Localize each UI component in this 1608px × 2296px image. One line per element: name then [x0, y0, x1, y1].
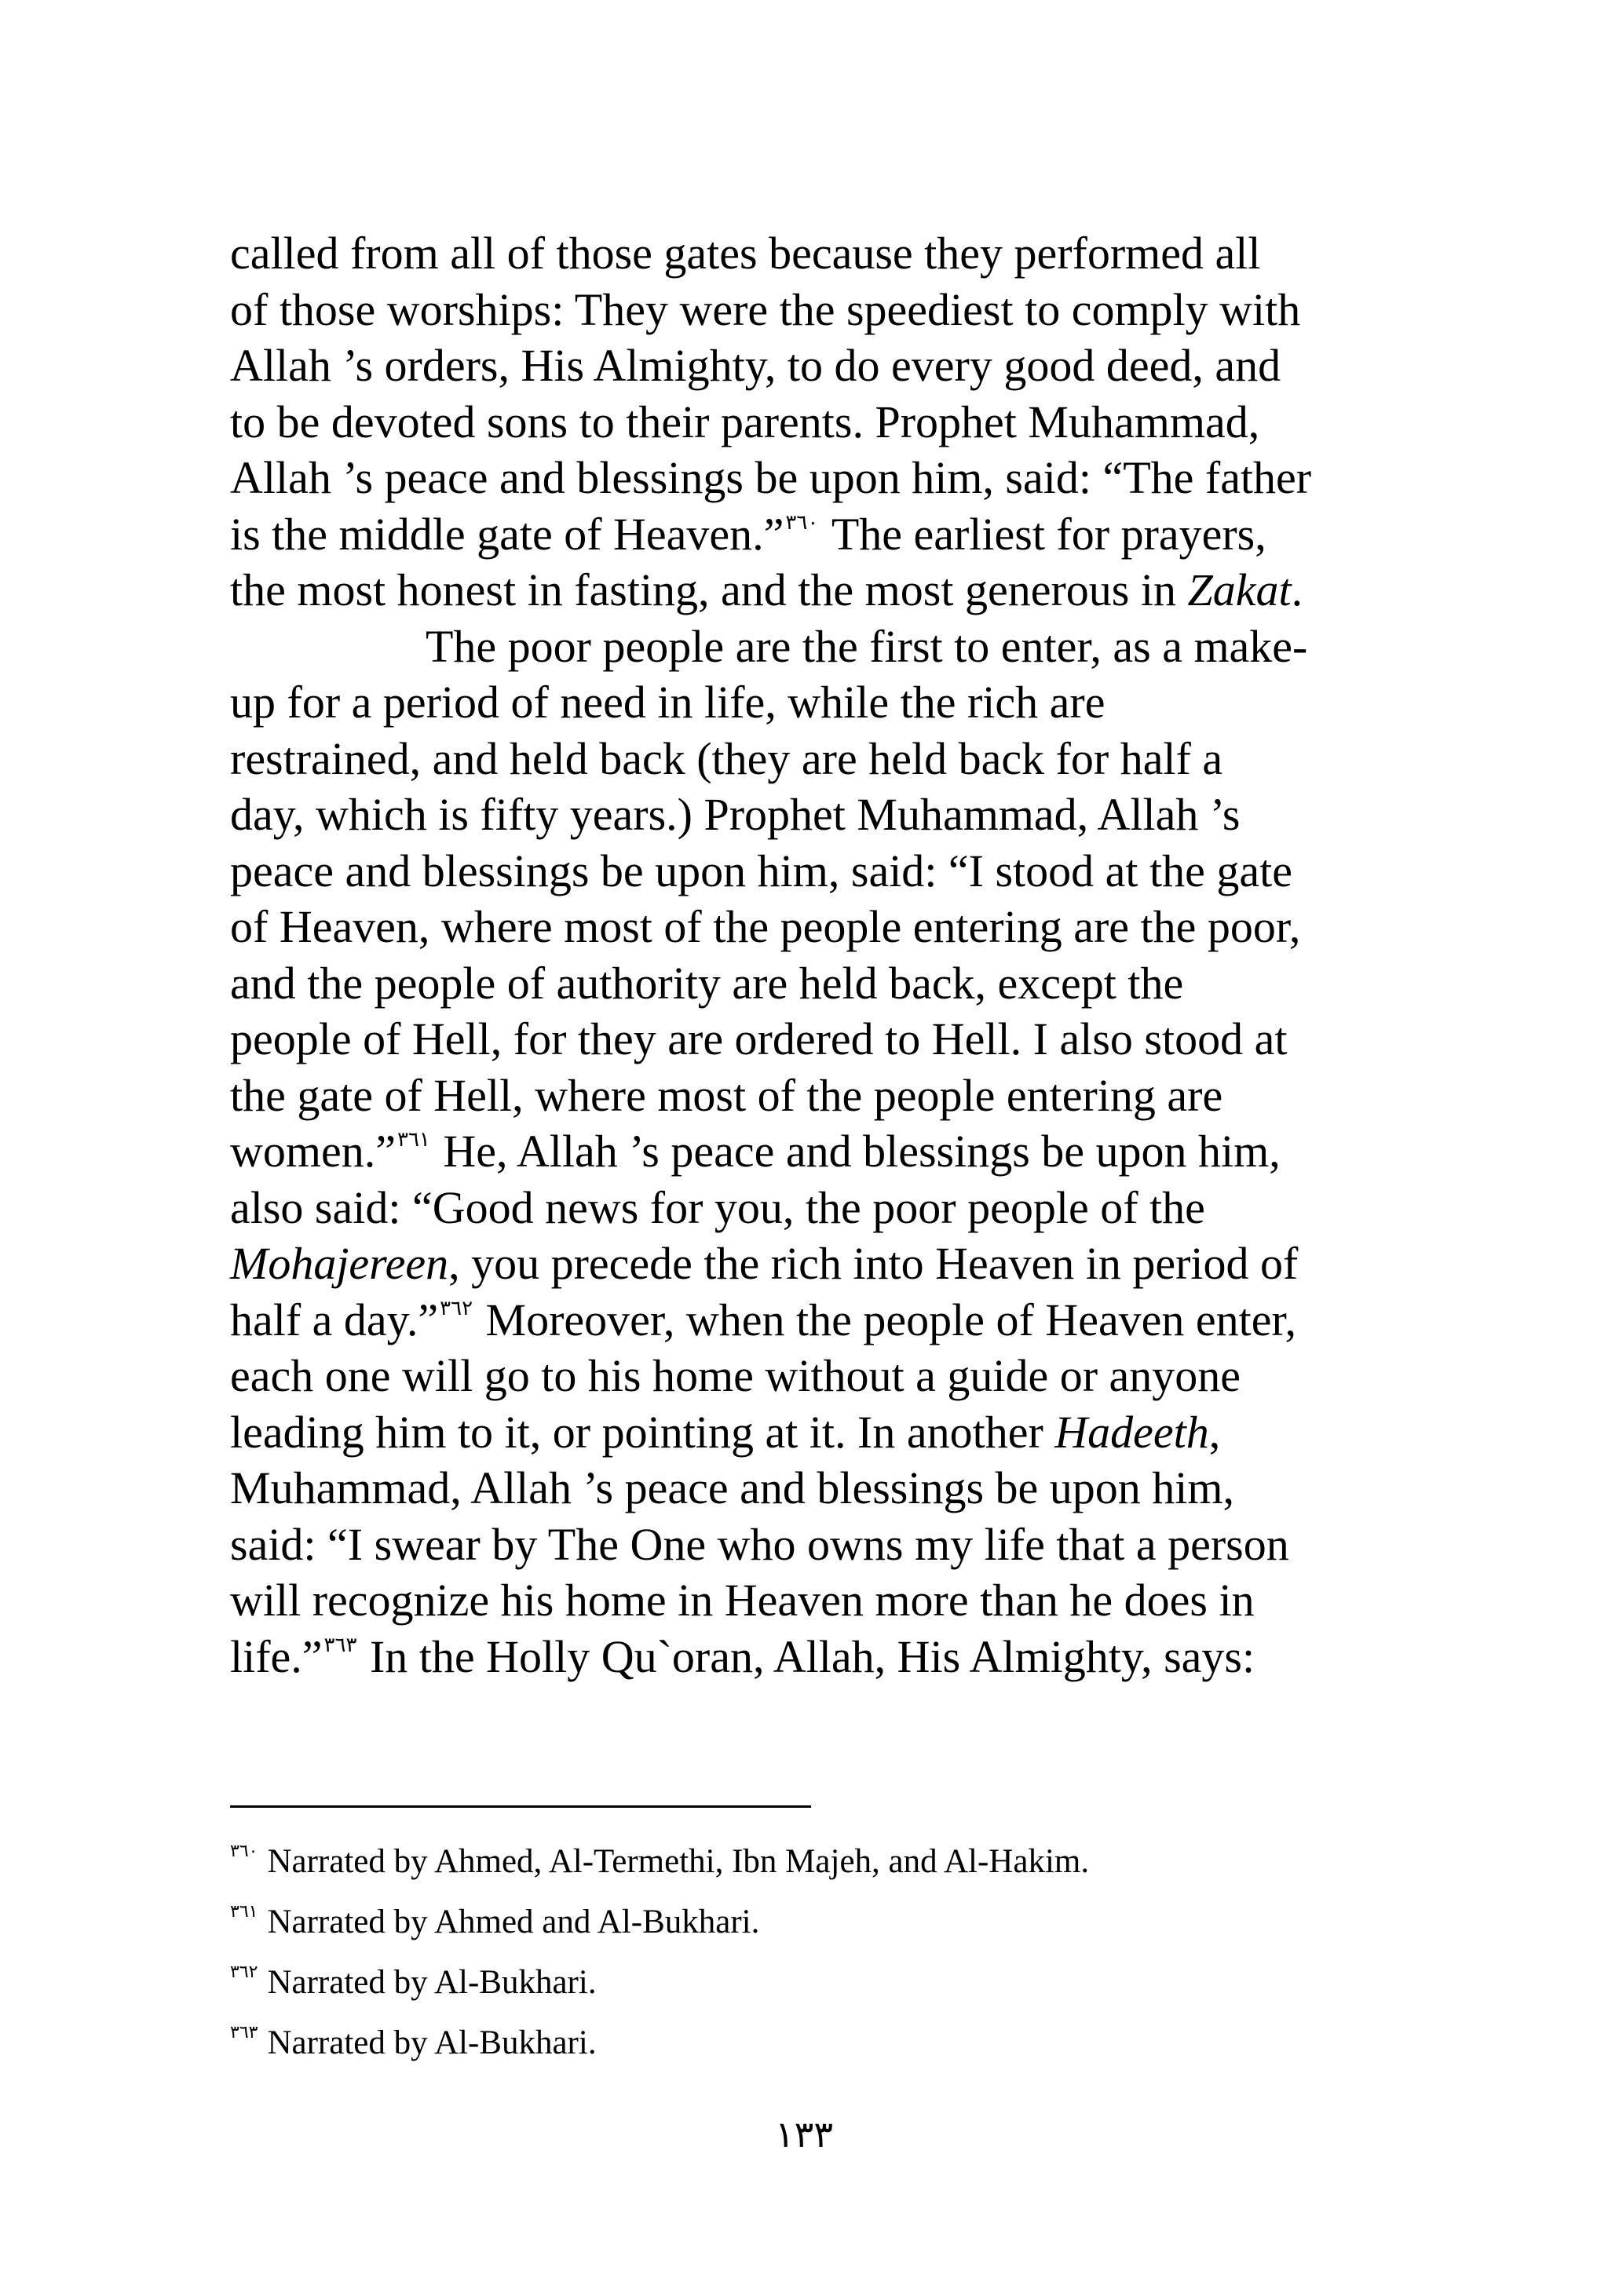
- text-line: the most honest in fasting, and the most generous in Zakat.: [230, 564, 1303, 615]
- text-line: to be devoted sons to their parents. Prophet Muhammad,: [230, 396, 1260, 447]
- text-line: half a day.”$^{٣٦٢}$ Moreover, when the people of Heaven enter,: [230, 1294, 1297, 1345]
- text-line: of Heaven, where most of the people entering are the poor,: [230, 901, 1301, 952]
- text-line: said: “I swear by The One who owns my life that a person: [230, 1518, 1289, 1570]
- text-line: life.”$^{٣٦٣}$ In the Holly Qu`oran, Allah, His Almighty, says:: [230, 1630, 1255, 1682]
- text-line: day, which is fifty years.) Prophet Muhammad, Allah ’s: [230, 789, 1241, 840]
- text-line: of those worships: They were the speediest to comply with: [230, 283, 1301, 335]
- text-line: Muhammad, Allah ’s peace and blessings be upon him,: [230, 1462, 1235, 1513]
- footnote-text: Narrated by Al-Bukhari.: [267, 1964, 597, 2001]
- text-line: people of Hell, for they are ordered to Hell. I also stood at: [230, 1013, 1288, 1064]
- body-text: [230, 225, 1384, 1685]
- footnote: [230, 1892, 1384, 1952]
- text-line: called from all of those gates because they performed all: [230, 228, 1261, 279]
- paragraph-first-line: The poor people are the first to enter, as a make-: [426, 620, 1308, 672]
- text-line: each one will go to his home without a guide or anyone: [230, 1350, 1241, 1401]
- text-line: restrained, and held back (they are held back for half a: [230, 732, 1223, 784]
- footnote-number: ٣٦١: [230, 1901, 258, 1921]
- footnote: [230, 1831, 1384, 1892]
- footnote-separator: [230, 1805, 811, 1808]
- footnote-number: ٣٦٠: [230, 1841, 258, 1860]
- footnote: [230, 1952, 1384, 2013]
- text-line: will recognize his home in Heaven more than he does in: [230, 1575, 1255, 1626]
- text-line: and the people of authority are held back, except the: [230, 957, 1184, 1009]
- text-line: women.”$^{٣٦١}$ He, Allah ’s peace and blessings be upon him,: [230, 1126, 1281, 1177]
- text-line: also said: “Good news for you, the poor people of the: [230, 1181, 1205, 1233]
- footnote-text: Narrated by Ahmed, Al-Termethi, Ibn Majeh, and Al-Hakim.: [267, 1843, 1090, 1880]
- page-number: ١٣٣: [774, 2115, 834, 2155]
- text-line: peace and blessings be upon him, said: “I stood at the gate: [230, 845, 1292, 896]
- italic-term: Hadeeth: [1054, 1406, 1209, 1458]
- footnote-reference[interactable]: ٣٦٢: [440, 1296, 473, 1320]
- footnote: [230, 2013, 1384, 2073]
- footnote-text: Narrated by Ahmed and Al-Bukhari.: [267, 1904, 760, 1940]
- footnote-text: Narrated by Al-Bukhari.: [267, 2024, 597, 2061]
- text-line: Allah ’s orders, His Almighty, to do every good deed, and: [230, 340, 1281, 391]
- text-line: the gate of Hell, where most of the people entering are: [230, 1069, 1223, 1121]
- text-line: Allah ’s peace and blessings be upon him, said: “The father: [230, 452, 1312, 503]
- text-line: Mohajereen, you precede the rich into Heaven in period of: [230, 1238, 1299, 1289]
- footnote-reference[interactable]: ٣٦٠: [785, 510, 819, 534]
- italic-term: Mohajereen: [230, 1238, 449, 1289]
- text-line: up for a period of need in life, while the rich are: [230, 677, 1106, 728]
- footnote-number: ٣٦٣: [230, 2022, 258, 2042]
- text-line: is the middle gate of Heaven.”$^{٣٦٠}$ The earliest for prayers,: [230, 508, 1266, 560]
- footnote-reference[interactable]: ٣٦١: [397, 1128, 430, 1151]
- footnote-reference[interactable]: ٣٦٣: [323, 1633, 357, 1656]
- footnotes: [230, 1831, 1384, 2073]
- footnote-number: ٣٦٢: [230, 1962, 258, 1981]
- text-line: leading him to it, or pointing at it. In another Hadeeth,: [230, 1406, 1221, 1458]
- italic-term: Zakat: [1187, 564, 1292, 615]
